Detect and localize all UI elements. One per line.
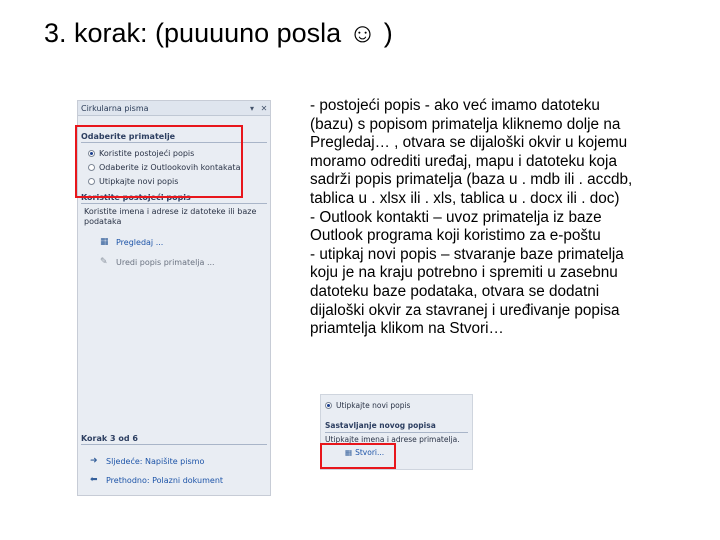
highlight-box — [320, 443, 396, 469]
new-list-description: Utipkajte imena i adrese primatelja. — [325, 435, 460, 444]
edit-list-icon: ✎ — [100, 257, 108, 267]
browse-link[interactable] — [78, 235, 270, 249]
table-icon: ▦ — [100, 237, 109, 247]
close-icon[interactable]: ✕ — [260, 103, 268, 113]
divider — [81, 203, 267, 204]
next-step-label[interactable]: Sljedeće: Napišite pismo — [106, 456, 205, 466]
browse-link-label[interactable]: Pregledaj ... — [116, 237, 164, 247]
use-existing-description: Koristite imena i adrese iz datoteke ili baze podataka — [84, 207, 257, 226]
use-existing-heading: Koristite postojeći popis — [81, 193, 191, 202]
radio-label: Odaberite iz Outlookovih kontakata — [99, 162, 241, 172]
previous-step-link[interactable] — [78, 473, 270, 487]
explanation-text: - postojeći popis - ako već imamo datoteku (bazu) s popisom primatelja kliknemo dolje na Pregledaj… , otvara se dijaloški okvir u kojemu moramo odrediti uređaj, mapu i datoteku koja sadrži popis primatelja (baza u . mdb ili . accdb, tablica u . xlsx ili . xls, tablica u . docx ili . doc) - Outlook kontakti – uvoz primatelja iz baze Outlook programa koji koristimo za e-poštu - utipkaj novi popis – stvaranje baze primatelja koju je na kraju potrebno i spremiti u zasebnu datoteku baze podataka, otvara se dodatni dijaloški okvir za stavranej i uređivanje popisa priamtelja klikom na Stvori… — [310, 97, 633, 338]
previous-step-label[interactable]: Prethodno: Polazni dokument — [106, 475, 224, 485]
select-recipients-heading: Odaberite primatelje — [81, 132, 176, 141]
new-list-heading: Sastavljanje novog popisa — [325, 420, 436, 430]
step-label: Korak 3 od 6 — [81, 434, 138, 443]
slide-title: 3. korak: (puuuuno posla ☺ ) — [44, 18, 393, 48]
table-icon: ▦ — [345, 448, 353, 457]
radio-label: Utipkajte novi popis — [336, 401, 411, 410]
dropdown-icon[interactable]: ▾ — [249, 103, 254, 113]
edit-recipients-label: Uredi popis primatelja ... — [116, 257, 215, 267]
highlight-box — [75, 125, 243, 198]
arrow-left-icon: ⬅ — [90, 475, 98, 485]
next-step-link[interactable] — [78, 454, 270, 468]
radio-button[interactable] — [325, 402, 332, 409]
create-link-label[interactable]: Stvori... — [355, 448, 385, 457]
arrow-right-icon: ➜ — [90, 456, 98, 466]
pane-header — [78, 101, 270, 116]
radio-new-list[interactable] — [321, 399, 472, 412]
pane-title: Cirkularna pisma — [81, 103, 149, 113]
radio-label: Utipkajte novi popis — [99, 176, 179, 186]
radio-label: Koristite postojeći popis — [99, 148, 195, 158]
edit-recipients-link — [78, 255, 270, 269]
divider — [81, 444, 267, 445]
